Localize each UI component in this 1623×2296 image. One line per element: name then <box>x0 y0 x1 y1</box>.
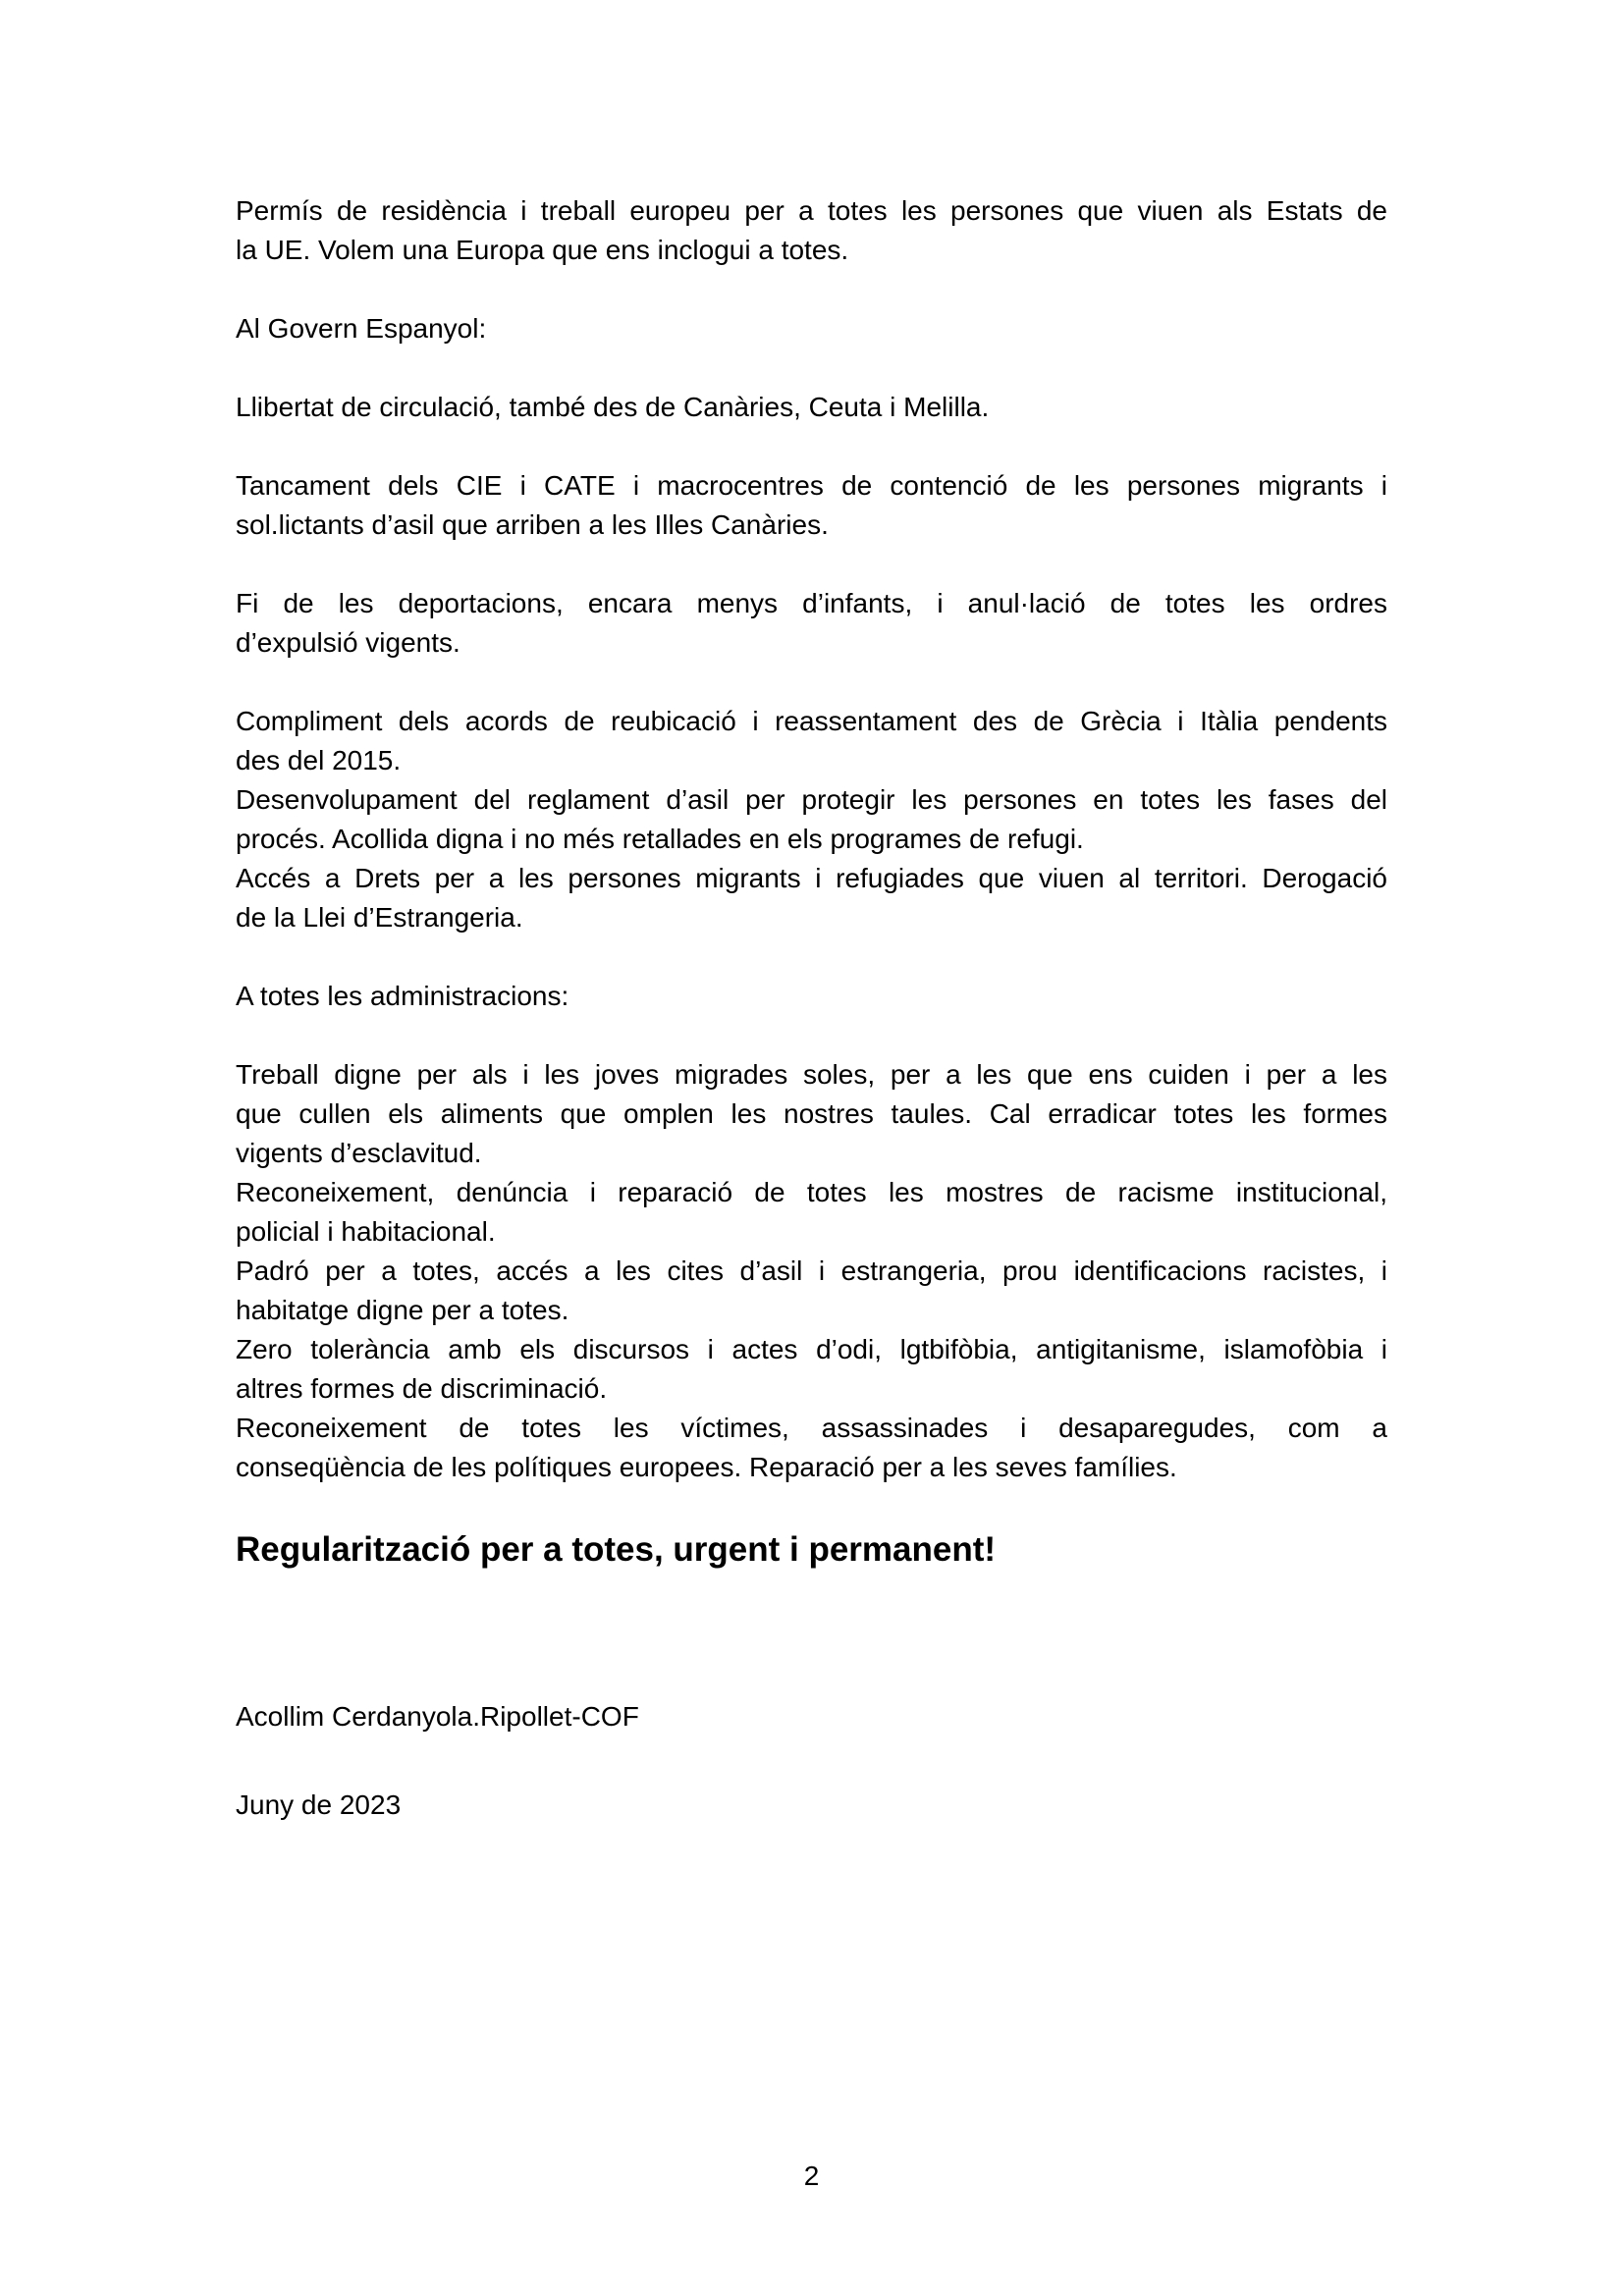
page-footer <box>0 2157 1623 2196</box>
document-body <box>236 191 1387 1825</box>
block-llibertat-circulacio <box>236 388 1387 427</box>
text-line: Tancament dels CIE i CATE i macrocentres de contenció de les persones migrants i <box>236 470 1387 501</box>
text-line: Regularització per a totes, urgent i permanent! <box>236 1530 997 1569</box>
text-line: Llibertat de circulació, també des de Canàries, Ceuta i Melilla. <box>236 392 990 422</box>
block-permis <box>236 191 1387 270</box>
block-signatura <box>236 1697 1387 1736</box>
text-line: Reconeixement de totes les víctimes, assassinades i desaparegudes, com a <box>236 1413 1387 1443</box>
paragraph <box>236 466 1387 545</box>
text-line: d’expulsió vigents. <box>236 627 460 658</box>
text-line: de la Llei d’Estrangeria. <box>236 902 523 933</box>
block-a-totes-les-administracions <box>236 977 1387 1016</box>
text-line: habitatge digne per a totes. <box>236 1295 569 1325</box>
paragraph <box>236 1697 1387 1736</box>
block-heading-regularitzacio <box>236 1526 1387 1574</box>
text-line: Accés a Drets per a les persones migrants i refugiades que viuen al territori. Derogació <box>236 863 1387 893</box>
paragraph <box>236 977 1387 1016</box>
paragraph <box>236 584 1387 663</box>
text-line: sol.lictants d’asil que arriben a les Illes Canàries. <box>236 509 829 540</box>
text-line: Padró per a totes, accés a les cites d’asil i estrangeria, prou identificacions racistes, i <box>236 1255 1387 1286</box>
block-al-govern-espanyol <box>236 309 1387 348</box>
text-line: Acollim Cerdanyola.Ripollet-COF <box>236 1701 639 1732</box>
text-line: Juny de 2023 <box>236 1789 402 1820</box>
text-line: procés. Acollida digna i no més retallades en els programes de refugi. <box>236 824 1084 854</box>
paragraph <box>236 1409 1387 1487</box>
paragraph <box>236 859 1387 937</box>
text-line: Zero tolerància amb els discursos i actes d’odi, lgtbifòbia, antigitanisme, islamofòbia i <box>236 1334 1387 1364</box>
block-data-document <box>236 1786 1387 1825</box>
text-line: A totes les administracions: <box>236 981 569 1011</box>
block-fi-deportacions <box>236 584 1387 663</box>
paragraph <box>236 1055 1387 1173</box>
block-demandes-govern <box>236 702 1387 937</box>
page-number: 2 <box>803 2161 820 2191</box>
text-line: Treball digne per als i les joves migrades soles, per a les que ens cuiden i per a les <box>236 1059 1387 1090</box>
text-line: Al Govern Espanyol: <box>236 313 487 344</box>
text-line: Permís de residència i treball europeu per a totes les persones que viuen als Estats de <box>236 195 1387 226</box>
paragraph <box>236 702 1387 780</box>
text-line: la UE. Volem una Europa que ens inclogui a totes. <box>236 235 849 265</box>
text-line: Desenvolupament del reglament d’asil per protegir les persones en totes les fases del <box>236 784 1387 815</box>
block-tancament-cie <box>236 466 1387 545</box>
paragraph <box>236 1173 1387 1252</box>
text-line: que cullen els aliments que omplen les nostres taules. Cal erradicar totes les formes <box>236 1098 1387 1129</box>
text-line: conseqüència de les polítiques europees. Reparació per a les seves famílies. <box>236 1452 1177 1482</box>
paragraph <box>236 309 1387 348</box>
paragraph <box>236 1526 1387 1574</box>
paragraph <box>236 191 1387 270</box>
block-demandes-administracions <box>236 1055 1387 1487</box>
text-line: des del 2015. <box>236 745 402 775</box>
paragraph <box>236 1330 1387 1409</box>
text-line: Fi de les deportacions, encara menys d’infants, i anul·lació de totes les ordres <box>236 588 1387 618</box>
text-line: Reconeixement, denúncia i reparació de totes les mostres de racisme institucional, <box>236 1177 1387 1207</box>
text-line: policial i habitacional. <box>236 1216 496 1247</box>
text-line: vigents d’esclavitud. <box>236 1138 482 1168</box>
paragraph <box>236 780 1387 859</box>
paragraph <box>236 1786 1387 1825</box>
paragraph <box>236 388 1387 427</box>
paragraph <box>236 1252 1387 1330</box>
text-line: altres formes de discriminació. <box>236 1373 608 1404</box>
text-line: Compliment dels acords de reubicació i reassentament des de Grècia i Itàlia pendents <box>236 706 1387 736</box>
